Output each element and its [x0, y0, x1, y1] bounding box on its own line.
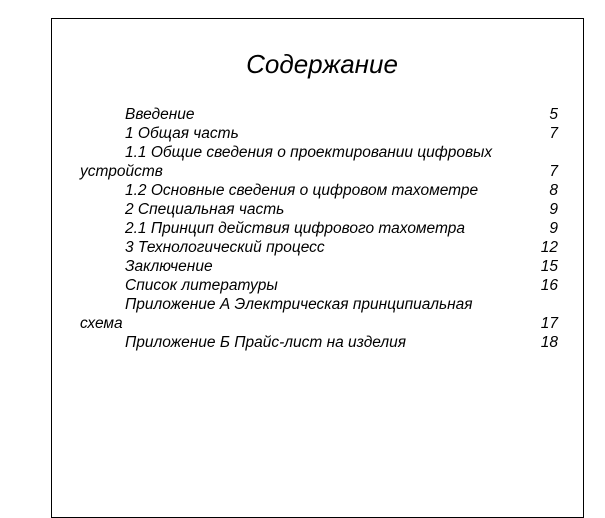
- toc-page-numbers: [80, 105, 558, 352]
- toc-entry-text: 1.2 Основные сведения о цифровом тахометре: [125, 182, 479, 199]
- toc-page-number: 5: [549, 106, 558, 123]
- toc-entry-text: 2.1 Принцип действия цифрового тахометра: [125, 220, 465, 237]
- toc-entry-continuation-text: схема: [80, 315, 123, 332]
- toc-page-number: 16: [540, 277, 558, 294]
- toc-entry-text: 3 Технологический процесс: [125, 239, 325, 256]
- toc-entry-continuation-text: устройств: [80, 163, 163, 180]
- toc-page-number: 9: [549, 201, 558, 218]
- toc-entry-text: 2 Специальная часть: [125, 201, 285, 218]
- toc-entry-text: Приложение А Электрическая принципиальная: [125, 296, 473, 313]
- page-title: Содержание: [246, 49, 398, 79]
- toc-page-number: 15: [540, 258, 558, 275]
- toc-page-number: 17: [540, 315, 558, 332]
- toc-entry-text: Заключение: [125, 258, 213, 275]
- toc-page-number: 8: [549, 182, 558, 199]
- toc-page-number: 9: [549, 220, 558, 237]
- toc-entry-text: 1 Общая часть: [125, 125, 239, 142]
- toc-entry-text: Список литературы: [125, 277, 278, 294]
- toc-page-number: 7: [549, 163, 558, 180]
- toc-page-number: 18: [540, 334, 558, 351]
- toc-page-number: 12: [540, 239, 558, 256]
- toc-entry-text: Введение: [125, 106, 195, 123]
- toc-page-number: 7: [549, 125, 558, 142]
- toc-entry-text: Приложение Б Прайс-лист на изделия: [125, 334, 407, 351]
- toc-entry-text: 1.1 Общие сведения о проектировании цифровых: [125, 144, 493, 161]
